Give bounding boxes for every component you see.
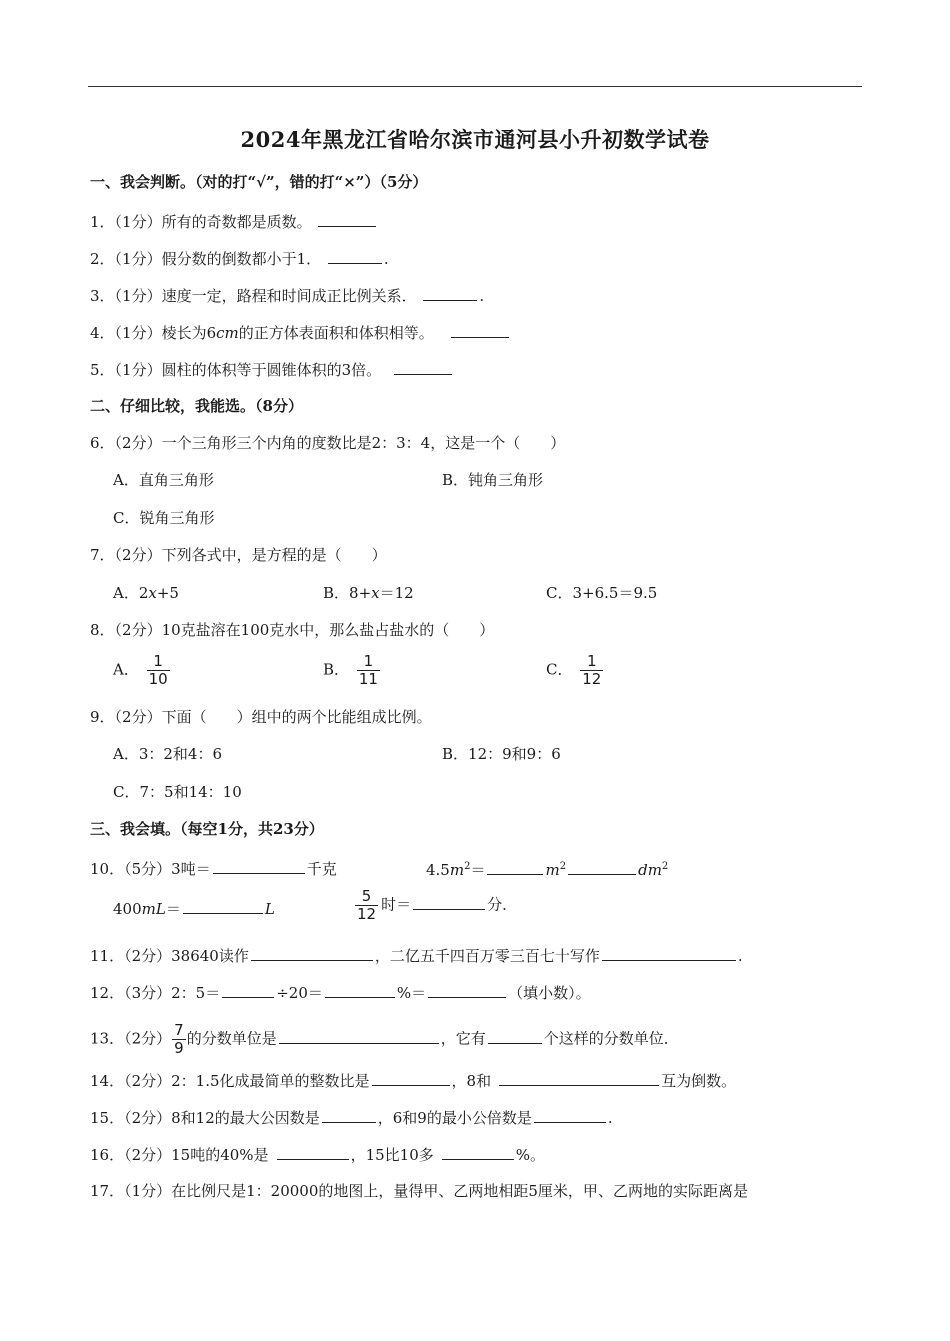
unit-kg: 千克 xyxy=(306,860,337,878)
question-13-text: 的分数单位是 xyxy=(186,1029,277,1048)
answer-blank[interactable] xyxy=(325,981,395,998)
answer-blank[interactable] xyxy=(213,857,305,874)
superscript: 2 xyxy=(661,861,669,872)
option-6a[interactable]: A．直角三角形 xyxy=(113,471,214,489)
answer-blank[interactable] xyxy=(602,944,736,961)
question-16-text: %。 xyxy=(515,1146,546,1164)
question-4-text-b: 的正方体表面积和体积相等。 xyxy=(238,324,434,342)
fraction xyxy=(580,653,603,688)
unit-minute: 分． xyxy=(487,895,518,914)
answer-blank[interactable] xyxy=(534,1106,606,1123)
denominator: 9 xyxy=(174,1039,184,1057)
superscript: 2 xyxy=(464,861,471,872)
question-11 xyxy=(90,944,743,966)
question-12-text: %＝ xyxy=(396,984,427,1002)
answer-blank[interactable] xyxy=(499,1069,659,1086)
question-2 xyxy=(90,247,389,269)
question-15-text: 15．（2分）8和12的最大公因数是 xyxy=(90,1109,320,1127)
equals: ＝ xyxy=(470,861,486,879)
unit-m: m xyxy=(545,861,560,879)
option-8c[interactable] xyxy=(546,653,606,688)
variable-x: x xyxy=(371,584,380,602)
question-5 xyxy=(90,358,454,380)
question-13 xyxy=(90,1022,679,1057)
answer-blank[interactable] xyxy=(183,897,263,914)
equals: ＝ xyxy=(165,900,181,918)
period: . xyxy=(607,1109,613,1127)
option-7a[interactable] xyxy=(113,583,179,603)
denominator: 11 xyxy=(358,670,378,688)
unit-m: m xyxy=(449,861,465,879)
question-6: 6．（2分）一个三角形三个内角的度数比是2：3：4，这是一个（ ） xyxy=(90,434,566,452)
numerator: 1 xyxy=(357,653,380,671)
question-10-line-1 xyxy=(90,857,337,879)
question-8: 8．（2分）10克盐溶在100克水中，那么盐占盐水的（ ） xyxy=(90,621,495,639)
denominator: 12 xyxy=(357,905,377,923)
page-title: 2024年黑龙江省哈尔滨市通河县小升初数学试卷 xyxy=(240,127,710,152)
answer-blank[interactable] xyxy=(413,893,485,910)
question-2-text: 2．（1分）假分数的倒数都小于1． xyxy=(90,250,322,268)
answer-blank[interactable] xyxy=(372,1069,450,1086)
option-7a-text: +5 xyxy=(156,584,179,602)
answer-blank[interactable] xyxy=(428,981,506,998)
question-12-text: 12．（3分）2：5＝ xyxy=(90,984,221,1002)
section-3-heading: 三、我会填。（每空1分，共23分） xyxy=(90,820,324,838)
fraction xyxy=(172,1022,186,1057)
question-15 xyxy=(90,1106,613,1128)
option-7a-text: A．2 xyxy=(113,584,149,602)
option-9b[interactable]: B．12：9和9：6 xyxy=(442,745,561,763)
option-6b[interactable]: B．钝角三角形 xyxy=(442,471,544,489)
denominator: 10 xyxy=(148,670,168,688)
question-13-text: ，它有 xyxy=(440,1029,486,1048)
question-17: 17．（1分）在比例尺是1：20000的地图上，量得甲、乙两地相距5厘米，甲、乙两地的实际距离是 xyxy=(90,1182,748,1200)
answer-blank[interactable] xyxy=(568,858,636,875)
answer-blank[interactable] xyxy=(318,210,376,227)
unit-ml: mL xyxy=(141,900,166,918)
option-7b[interactable] xyxy=(323,583,414,603)
period: . xyxy=(479,287,485,305)
question-14-text: 互为倒数。 xyxy=(661,1072,737,1090)
question-12 xyxy=(90,981,591,1003)
answer-blank[interactable] xyxy=(322,1106,376,1123)
option-8c-label: C． xyxy=(546,660,573,679)
fraction xyxy=(147,653,170,688)
value-4-5: 4.5 xyxy=(426,861,450,879)
question-16-text: 16．（2分）15吨的40%是 xyxy=(90,1146,269,1164)
question-4-text-a: 4．（1分）棱长为6 xyxy=(90,324,217,342)
question-12-text: （填小数）。 xyxy=(508,984,591,1002)
question-9: 9．（2分）下面（ ）组中的两个比能组成比例。 xyxy=(90,708,432,726)
question-3 xyxy=(90,284,484,306)
question-11-text: 11．（2分）38640读作 xyxy=(90,947,249,965)
question-10-area xyxy=(426,857,668,880)
numerator: 1 xyxy=(580,653,603,671)
option-8b[interactable] xyxy=(323,653,383,688)
question-11-text: ，二亿五千四百万零三百七十写作 xyxy=(374,947,600,965)
question-12-text: ÷20＝ xyxy=(276,984,323,1002)
option-9c[interactable]: C．7：5和14：10 xyxy=(113,783,242,801)
option-8a-label: A． xyxy=(113,660,139,679)
option-8a[interactable] xyxy=(113,653,173,688)
question-3-text: 3．（1分）速度一定，路程和时间成正比例关系． xyxy=(90,287,417,305)
answer-blank[interactable] xyxy=(222,981,274,998)
section-1-heading: 一、我会判断。（对的打“√”，错的打“×”）（5分） xyxy=(90,173,428,191)
superscript: 2 xyxy=(559,861,567,872)
option-7c[interactable]: C．3+6.5＝9.5 xyxy=(546,584,658,602)
variable-x: x xyxy=(148,584,157,602)
question-14-text: ，8和 xyxy=(451,1072,492,1090)
answer-blank[interactable] xyxy=(487,858,543,875)
question-10-text: 10．（5分）3吨＝ xyxy=(90,860,211,878)
unit-cm: cm xyxy=(216,324,239,342)
question-13-text: 个这样的分数单位． xyxy=(543,1029,679,1048)
answer-blank[interactable] xyxy=(442,1143,514,1160)
question-7: 7．（2分）下列各式中，是方程的是（ ） xyxy=(90,546,387,564)
numerator: 7 xyxy=(174,1021,184,1039)
question-1 xyxy=(90,210,378,232)
answer-blank[interactable] xyxy=(251,944,373,961)
question-14 xyxy=(90,1069,736,1091)
section-2-heading: 二、仔细比较，我能选。（8分） xyxy=(90,397,303,415)
hour-equals: 时＝ xyxy=(381,895,412,914)
answer-blank[interactable] xyxy=(423,284,477,301)
question-13-text: 13．（2分） xyxy=(90,1029,172,1048)
question-16-text: ，15比10多 xyxy=(350,1146,434,1164)
question-14-text: 14．（2分）2：1.5化成最简单的整数比是 xyxy=(90,1072,370,1090)
period: . xyxy=(737,947,743,965)
option-7b-text: B．8+ xyxy=(323,584,372,602)
fraction xyxy=(355,888,378,923)
value-400: 400 xyxy=(113,900,142,918)
answer-blank[interactable] xyxy=(279,1027,439,1044)
answer-blank[interactable] xyxy=(394,358,452,375)
unit-l: L xyxy=(264,900,275,918)
question-5-text: 5．（1分）圆柱的体积等于圆锥体积的3倍。 xyxy=(90,361,382,379)
period: . xyxy=(383,250,389,268)
header-rule xyxy=(88,86,862,87)
answer-blank[interactable] xyxy=(451,321,509,338)
question-1-text: 1．（1分）所有的奇数都是质数。 xyxy=(90,213,312,231)
question-16 xyxy=(90,1143,545,1165)
numerator: 5 xyxy=(355,888,378,906)
option-6c[interactable]: C．锐角三角形 xyxy=(113,509,215,527)
denominator: 12 xyxy=(582,670,602,688)
option-7b-text: ＝12 xyxy=(379,584,414,602)
question-15-text: ，6和9的最小公倍数是 xyxy=(377,1109,532,1127)
answer-blank[interactable] xyxy=(328,247,382,264)
numerator: 1 xyxy=(147,653,170,671)
fraction xyxy=(357,653,380,688)
option-9a[interactable]: A．3：2和4：6 xyxy=(113,745,223,763)
unit-dm: dm xyxy=(638,861,662,879)
question-10-time xyxy=(352,888,517,923)
answer-blank[interactable] xyxy=(488,1027,542,1044)
question-4 xyxy=(90,321,511,343)
option-8b-label: B． xyxy=(323,660,350,679)
answer-blank[interactable] xyxy=(277,1143,349,1160)
question-10-line-2 xyxy=(113,897,275,919)
